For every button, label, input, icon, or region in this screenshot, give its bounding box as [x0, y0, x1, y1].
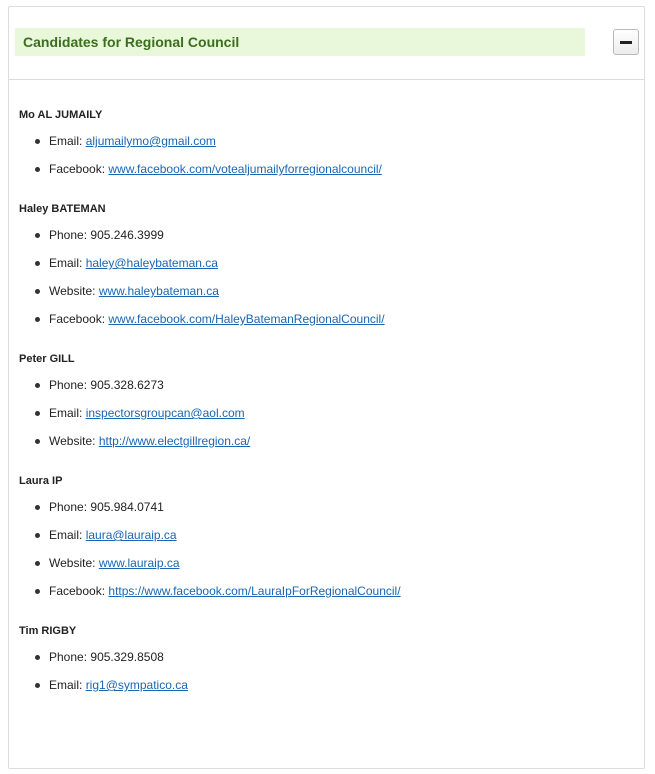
detail-label: Phone: [49, 228, 88, 242]
candidate-entry [19, 109, 644, 177]
candidate-entry [19, 353, 644, 449]
candidate-details [19, 650, 644, 693]
detail-label: Facebook: [49, 312, 106, 326]
facebook-link[interactable]: www.facebook.com/votealjumailyforregionalcouncil/ [108, 162, 382, 176]
website-link[interactable]: www.haleybateman.ca [98, 284, 219, 298]
facebook-link[interactable]: www.facebook.com/HaleyBatemanRegionalCouncil/ [108, 312, 385, 326]
email-link[interactable]: haley@haleybateman.ca [85, 256, 218, 270]
detail-label: Phone: [49, 378, 88, 392]
detail-label: Phone: [49, 500, 88, 514]
email-link[interactable]: inspectorsgroupcan@aol.com [85, 406, 245, 420]
email-link[interactable]: aljumailymo@gmail.com [85, 134, 216, 148]
detail-item [49, 500, 644, 515]
candidate-details [19, 378, 644, 449]
candidate-details [19, 500, 644, 599]
detail-item [49, 406, 644, 421]
minus-icon [620, 41, 632, 44]
detail-label: Website: [49, 284, 96, 298]
detail-item [49, 134, 644, 149]
candidate-name: Laura IP [19, 475, 63, 487]
panel-header [9, 7, 644, 80]
detail-item [49, 678, 644, 693]
detail-item [49, 650, 644, 665]
candidate-details [19, 134, 644, 177]
phone-value: 905.328.6273 [90, 378, 164, 392]
detail-item [49, 228, 644, 243]
collapse-button[interactable] [613, 29, 639, 55]
phone-value: 905.329.8508 [90, 650, 164, 664]
detail-item [49, 528, 644, 543]
detail-label: Email: [49, 528, 83, 542]
email-link[interactable]: rig1@sympatico.ca [85, 678, 188, 692]
detail-item [49, 584, 644, 599]
candidate-name: Tim RIGBY [19, 625, 77, 637]
detail-item [49, 256, 644, 271]
detail-label: Email: [49, 678, 83, 692]
detail-item [49, 556, 644, 571]
candidate-name: Mo AL JUMAILY [19, 109, 103, 121]
candidates-panel [8, 6, 645, 769]
detail-item [49, 434, 644, 449]
detail-item [49, 378, 644, 393]
phone-value: 905.984.0741 [90, 500, 164, 514]
detail-label: Phone: [49, 650, 88, 664]
detail-label: Website: [49, 556, 96, 570]
candidate-entry [19, 625, 644, 693]
candidate-name: Peter GILL [19, 353, 75, 365]
detail-label: Facebook: [49, 162, 106, 176]
panel-body [9, 80, 644, 693]
detail-item [49, 284, 644, 299]
candidate-name: Haley BATEMAN [19, 203, 106, 215]
detail-label: Facebook: [49, 584, 106, 598]
website-link[interactable]: http://www.electgillregion.ca/ [98, 434, 251, 448]
website-link[interactable]: www.lauraip.ca [98, 556, 180, 570]
detail-label: Email: [49, 134, 83, 148]
phone-value: 905.246.3999 [90, 228, 164, 242]
candidate-details [19, 228, 644, 327]
candidate-entry [19, 475, 644, 599]
detail-label: Email: [49, 256, 83, 270]
detail-label: Website: [49, 434, 96, 448]
email-link[interactable]: laura@lauraip.ca [85, 528, 177, 542]
candidate-entry [19, 203, 644, 327]
facebook-link[interactable]: https://www.facebook.com/LauraIpForRegionalCouncil/ [108, 584, 401, 598]
detail-label: Email: [49, 406, 83, 420]
detail-item [49, 312, 644, 327]
panel-title: Candidates for Regional Council [15, 28, 585, 56]
detail-item [49, 162, 644, 177]
